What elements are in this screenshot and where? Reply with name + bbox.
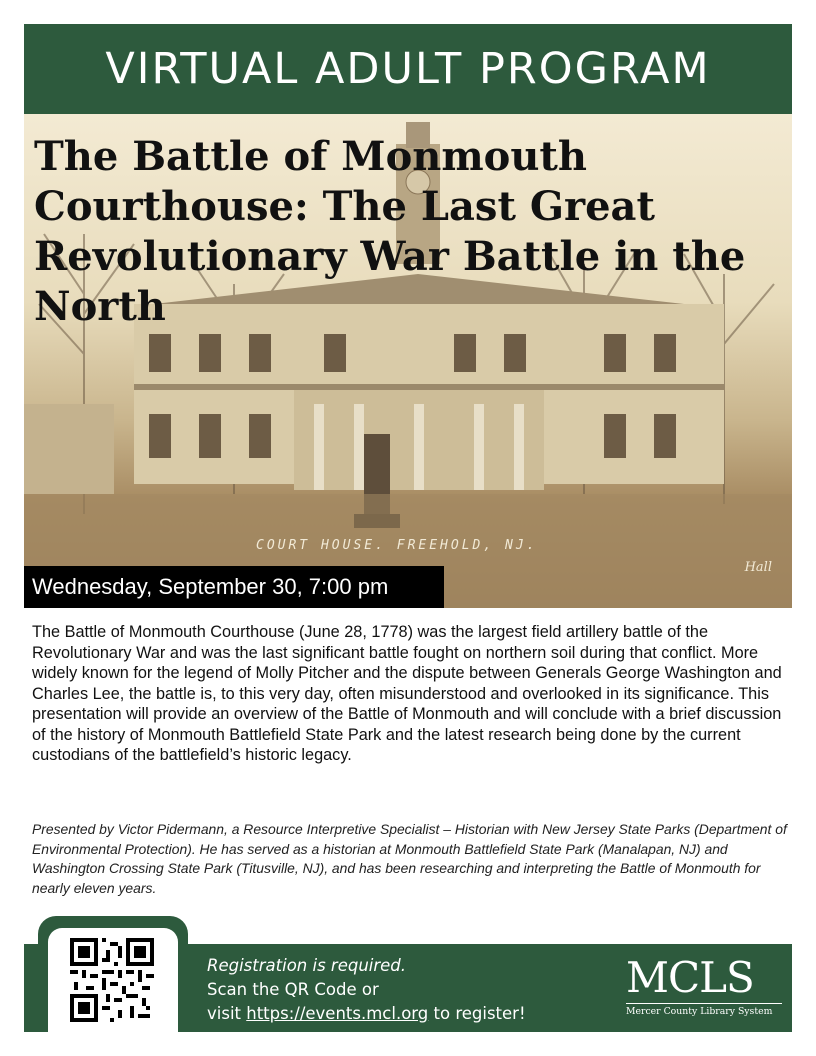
event-date-box bbox=[24, 566, 444, 608]
registration-link[interactable]: https://events.mcl.org bbox=[246, 1004, 429, 1023]
registration-visit-line bbox=[207, 1002, 526, 1026]
header-banner bbox=[24, 24, 792, 114]
mcls-logo bbox=[626, 953, 782, 1017]
registration-info bbox=[207, 954, 526, 1026]
qr-code-icon[interactable] bbox=[70, 938, 154, 1022]
registration-suffix: to register! bbox=[428, 1004, 526, 1023]
event-date: Wednesday, September 30, 7:00 pm bbox=[32, 574, 389, 599]
registration-required: Registration is required. bbox=[207, 956, 407, 975]
logo-mark: MCLS bbox=[626, 953, 754, 1002]
photo-signature: Hall bbox=[744, 560, 772, 575]
registration-scan: Scan the QR Code or bbox=[207, 980, 379, 999]
event-title: The Battle of Monmouth Courthouse: The Last Great Revolutionary War Battle in the North bbox=[34, 133, 746, 330]
courthouse-photo bbox=[24, 114, 792, 608]
event-description: The Battle of Monmouth Courthouse (June 28, 1778) was the largest field artillery battle of the Revolutionary War and was the last significant battle fought on northern soil during that conflict. More widely known for the legend of Molly Pitcher and the dispute between Generals George Washington and Charles Lee, the battle is, to this very day, often misunderstood and overlooked in its significance. This presentation will provide an overview of the Battle of Monmouth and will conclude with a brief discussion of the history of Monmouth Battlefield State Park and the latest research being done by the current custodians of the battlefield’s historic legacy. bbox=[32, 623, 782, 764]
presenter-bio: Presented by Victor Pidermann, a Resource Interpretive Specialist – Historian with New Jersey State Parks (Department of Environmental Protection). He has served as a historian at Monmouth Battlefield State Park (Manalapan, NJ) and Washington Crossing State Park (Titusville, NJ), and has been researching and interpreting the Battle of Monmouth for nearly eleven years. bbox=[32, 821, 787, 896]
photo-caption: COURT HOUSE. FREEHOLD, NJ. bbox=[256, 538, 538, 553]
logo-name: Mercer County Library System bbox=[626, 1003, 782, 1017]
program-type-title: VIRTUAL ADULT PROGRAM bbox=[105, 44, 711, 94]
registration-visit-prefix: visit bbox=[207, 1004, 247, 1023]
